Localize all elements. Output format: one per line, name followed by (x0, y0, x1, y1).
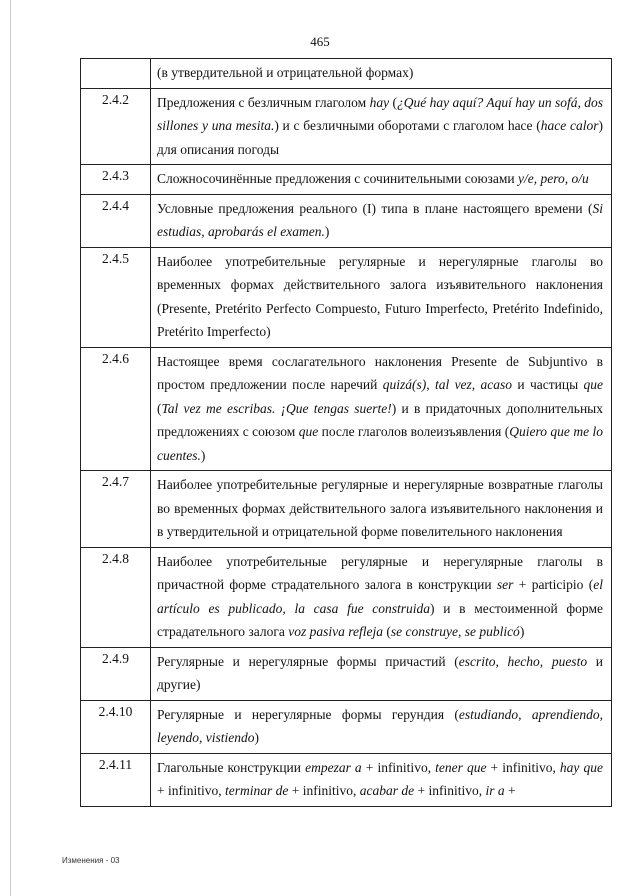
row-number: 2.4.4 (81, 195, 151, 247)
row-description: Условные предложения реального (I) типа в плане настоящего времени (Si estudias, aprobarás el examen.) (157, 200, 603, 239)
row-number: 2.4.10 (81, 701, 151, 753)
row-description: Сложносочинённые предложения с сочинительными союзами y/e, pero, o/u (157, 171, 589, 186)
row-description: (в утвердительной и отрицательной формах) (157, 65, 414, 80)
row-description: Регулярные и нерегулярные формы герундия (estudiando, aprendiendo, leyendo, vistiendo) (157, 706, 603, 745)
page-edge-line (10, 0, 11, 896)
row-description: Предложения с безличным глаголом hay (¿Qué hay aquí? Aquí hay un sofá, dos sillones y una mesita.) и с безличными оборотами с глаголом hace (hace calor) для описания погоды (157, 94, 603, 157)
footer-revision: Изменения - 03 (62, 856, 120, 865)
row-number: 2.4.3 (81, 165, 151, 194)
row-description: Глагольные конструкции empezar a + infinitivo, tener que + infinitivo, hay que + infinitivo, terminar de + infinitivo, acabar de + infinitivo, ir a + (157, 759, 603, 798)
page-number: 465 (310, 34, 330, 49)
table-row (81, 89, 611, 166)
row-description: Настоящее время сослагательного наклонения Presente de Subjuntivo в простом предложении после наречий quizá(s), tal vez, acaso и частицы que (Tal vez me escribas. ¡Que tengas suerte!) и в придаточных дополнительных предложениях с союзом que после глаголов волеизъявления (Quiero que me lo cuentes.) (157, 353, 604, 463)
row-number: 2.4.6 (81, 348, 151, 471)
table-row (81, 648, 611, 701)
table-row (81, 471, 611, 548)
row-number (81, 59, 151, 88)
row-description: Регулярные и нерегулярные формы причастий (escrito, hecho, puesto и другие) (157, 653, 603, 692)
row-number: 2.4.7 (81, 471, 151, 547)
table-row (81, 701, 611, 754)
curriculum-table (80, 58, 612, 807)
table-row (81, 59, 611, 89)
table-row (81, 165, 611, 195)
table-row (81, 348, 611, 472)
table-row (81, 195, 611, 248)
row-number: 2.4.9 (81, 648, 151, 700)
table-row (81, 548, 611, 648)
table-row (81, 754, 611, 807)
row-number: 2.4.2 (81, 89, 151, 165)
row-description: Наиболее употребительные регулярные и нерегулярные глаголы во временных формах действительного залога изъявительного наклонения (Presente, Pretérito Perfecto Compuesto, Futuro Imperfecto, Pretérito Indefinido, Pretérito Imperfecto) (157, 253, 603, 339)
row-number: 2.4.5 (81, 248, 151, 347)
table-row (81, 248, 611, 348)
row-description: Наиболее употребительные регулярные и нерегулярные глаголы в причастной форме страдательного залога в конструкции ser + participio (el artículo es publicado, la casa fue construida) и в местоименной форме страдательного залога voz pasiva refleja (se construye, se publicó) (157, 553, 603, 639)
row-number: 2.4.11 (81, 754, 151, 806)
row-number: 2.4.8 (81, 548, 151, 647)
row-description: Наиболее употребительные регулярные и нерегулярные возвратные глаголы во временных формах действительного залога изъявительного наклонения и в утвердительной и отрицательной форме повелительного наклонения (157, 477, 603, 539)
